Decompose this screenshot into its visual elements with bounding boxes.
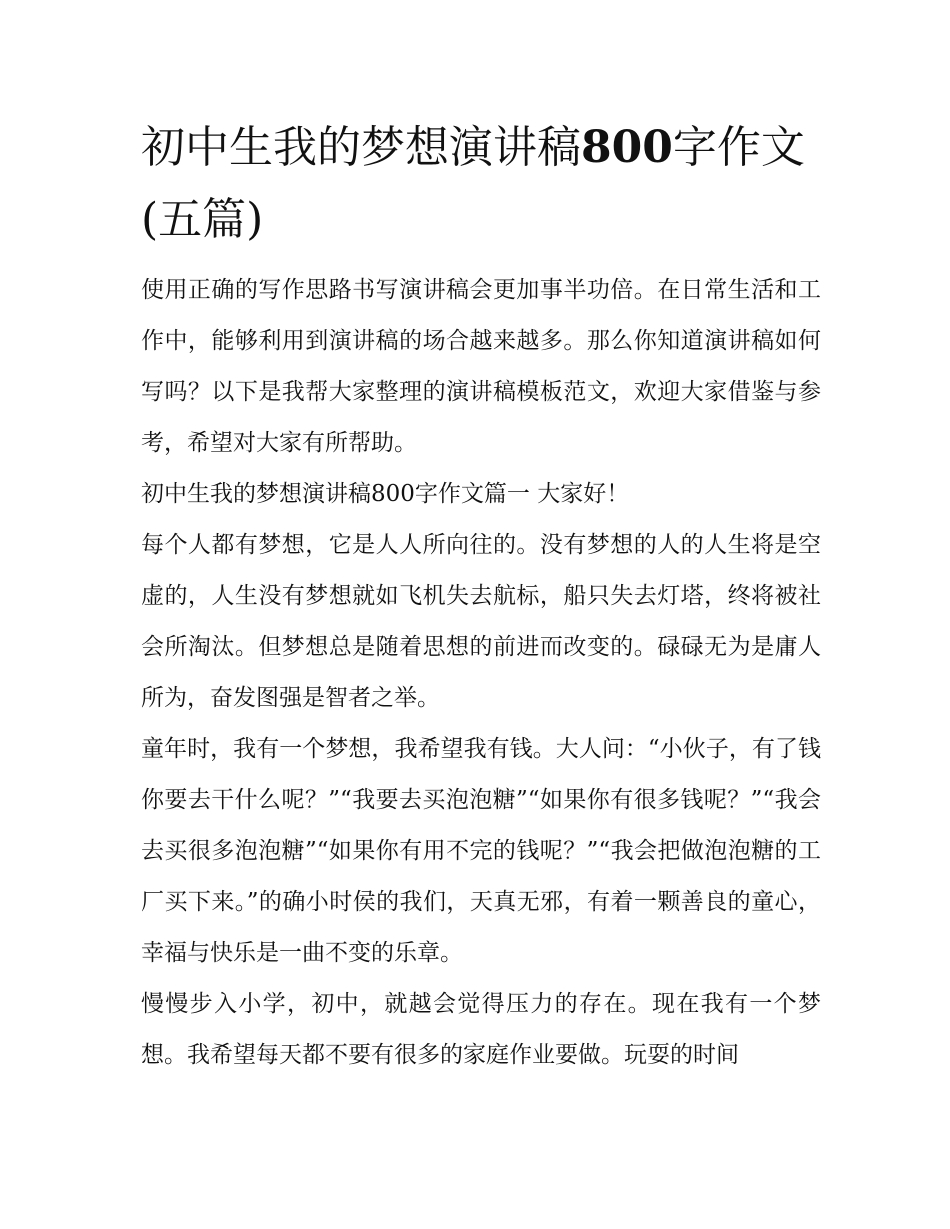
title-text-part2: 字作文(五篇) — [141, 122, 805, 245]
paragraph-section-heading: 初中生我的梦想演讲稿800字作文篇一 大家好！ — [141, 481, 630, 507]
title-number: 800 — [581, 122, 673, 173]
paragraph-intro: 使用正确的写作思路书写演讲稿会更加事半功倍。在日常生活和工作中，能够利用到演讲稿的场合越来越多。那么你知道演讲稿如何写吗？以下是我帮大家整理的演讲稿模板范文，欢迎大家借鉴与参考，希望对大家有所帮助。 — [141, 277, 821, 456]
paragraph-body: 慢慢步入小学，初中，就越会觉得压力的存在。现在我有一个梦想。我希望每天都不要有很多的家庭作业要做。玩耍的时间 — [141, 991, 821, 1068]
document-body — [141, 112, 821, 1081]
paragraph-body: 每个人都有梦想，它是人人所向往的。没有梦想的人的人生将是空虚的，人生没有梦想就如飞机失去航标，船只失去灯塔，终将被社会所淘汰。但梦想总是随着思想的前进而改变的。碌碌无为是庸人所为，奋发图强是智者之举。 — [141, 532, 821, 711]
title-text-part1: 初中生我的梦想演讲稿 — [141, 122, 581, 173]
document-title — [141, 112, 821, 256]
paragraph-body: 童年时，我有一个梦想，我希望我有钱。大人问：“小伙子，有了钱你要去干什么呢？”“我要去买泡泡糖”“如果你有很多钱呢？”“我会去买很多泡泡糖”“如果你有用不完的钱呢？”“我会把做泡泡糖的工厂买下来。”的确小时侯的我们，天真无邪，有着一颗善良的童心，幸福与快乐是一曲不变的乐章。 — [141, 736, 821, 966]
